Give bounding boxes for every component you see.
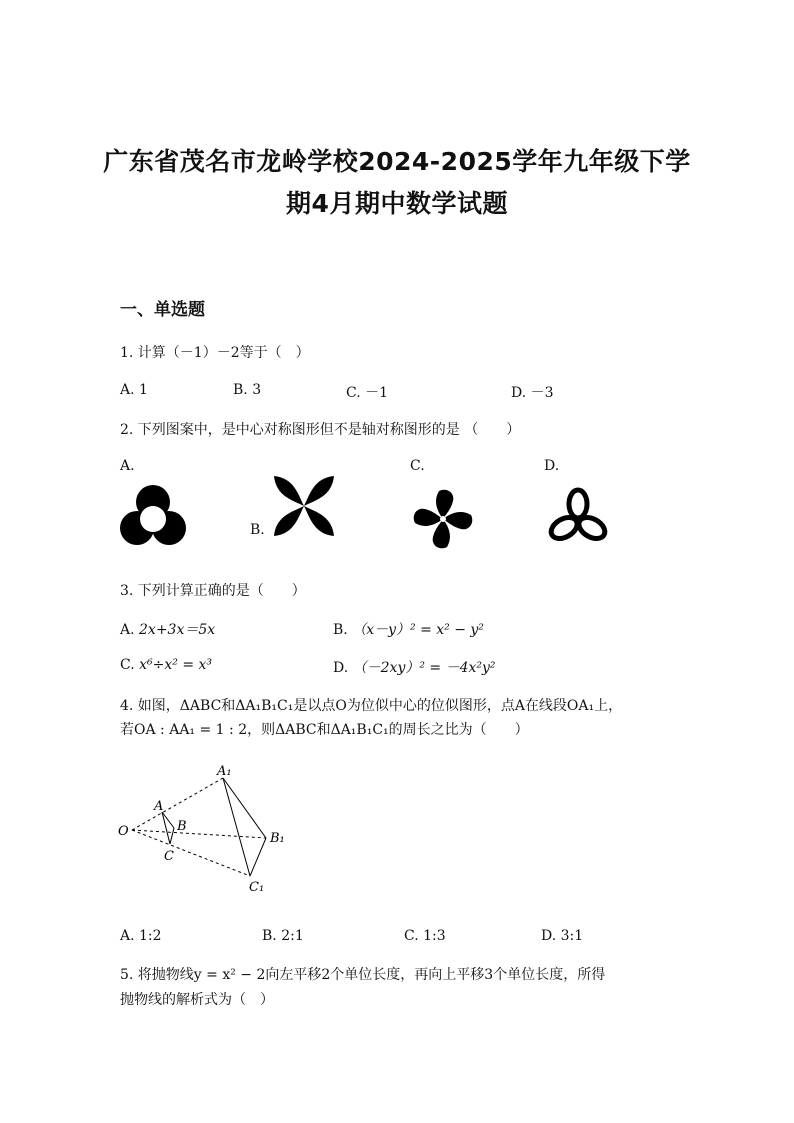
label-c1: C₁ [249,880,265,895]
q3-option-a [120,619,215,639]
q3-option-c-text: x⁶÷x² = x³ [139,657,213,673]
q1-option-b: B. 3 [233,382,262,398]
q4-homothety-figure [116,760,296,895]
question-5-line1: 5. 将抛物线y = x² − 2向左平移2个单位长度，再向上平移3个单位长度，所得 [120,967,606,983]
question-1-stem: 1. 计算（－1）－2等于（ ） [120,345,310,361]
q3-option-c-label: C. [120,657,135,673]
q3-option-b [333,619,484,639]
q3-option-a-text: 2x+3x＝5x [139,622,216,638]
q1-option-c: C. －1 [346,385,389,401]
exam-title-line1: 广东省茂名市龙岭学校2024-2025学年九年级下学 [103,147,691,176]
ray-o-c1 [132,830,250,876]
q3-option-d-text: （－2xy）² = －4x²y² [352,660,496,676]
label-b1: B₁ [270,831,285,846]
label-b: B [177,819,187,834]
q4-option-c: C. 1:3 [404,928,446,944]
q2-figure-a [118,482,188,552]
exam-title-line2: 期4月期中数学试题 [286,189,508,218]
question-3-stem: 3. 下列计算正确的是（ ） [120,583,306,599]
q3-option-b-label: B. [333,622,348,638]
q3-option-c [120,657,212,673]
q2-figure-c [408,486,478,552]
label-o: O [118,824,129,839]
q2-label-c: C. [410,458,425,474]
label-c: C [164,849,174,864]
label-a: A [154,799,164,814]
q3-option-d-label: D. [333,660,349,676]
q1-option-d: D. －3 [511,385,554,401]
ray-o-b1 [132,830,266,838]
q4-option-b: B. 2:1 [262,928,304,944]
q4-option-a: A. 1:2 [120,928,162,944]
q4-option-d: D. 3:1 [541,928,584,944]
q2-label-a: A. [120,458,135,474]
q2-label-b: B. [250,522,265,538]
q1-option-a: A. 1 [120,382,148,398]
q2-figure-d [542,484,614,552]
question-5-line2: 抛物线的解析式为（ ） [120,992,274,1008]
question-4-line2: 若OA : AA₁ = 1 : 2，则ΔABC和ΔA₁B₁C₁的周长之比为（ ） [120,722,529,738]
q2-label-d: D. [544,458,560,474]
q3-option-d [333,657,496,677]
q3-option-b-text: （x－y）² = x² − y² [352,622,484,638]
q2-figure-b [272,474,336,538]
question-2-stem: 2. 下列图案中，是中心对称图形但不是轴对称图形的是 （ ） [120,422,521,438]
section-heading: 一、单选题 [120,300,205,320]
label-a1: A₁ [217,764,232,779]
q3-option-a-label: A. [120,622,135,638]
question-4-line1: 4. 如图，ΔABC和ΔA₁B₁C₁是以点O为位似中心的位似图形，点A在线段OA₁上， [120,698,623,714]
